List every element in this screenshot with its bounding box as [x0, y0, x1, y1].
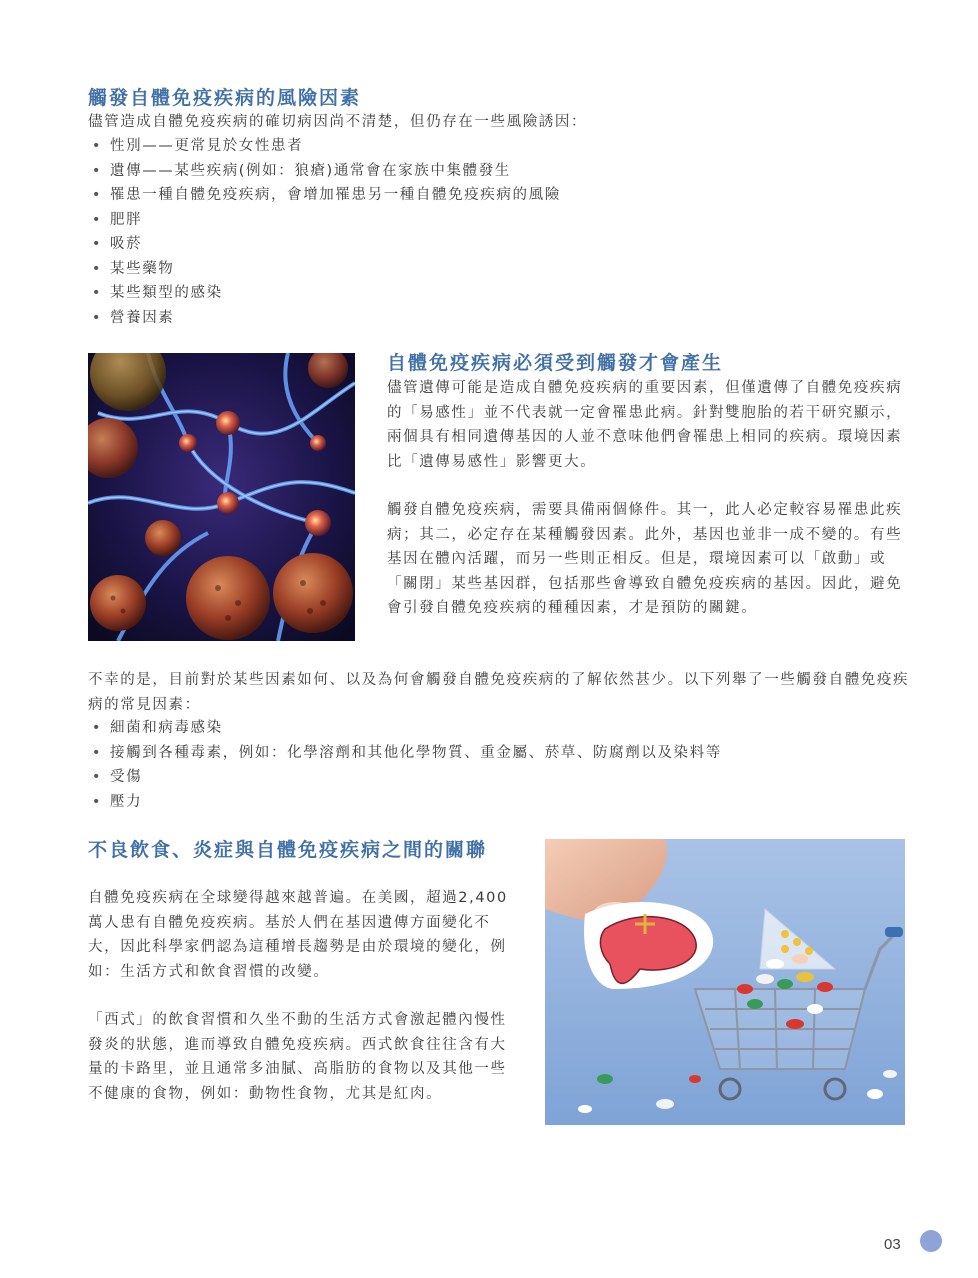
list-item-text: 壓力	[110, 793, 143, 810]
list-item: • 接觸到各種毒素，例如：化學溶劑和其他化學物質、重金屬、菸草、防腐劑以及染料等	[91, 744, 722, 761]
list-item-text: 細菌和病毒感染	[110, 720, 223, 736]
section1-intro: 儘管造成自體免疫疾病的確切病因尚不清楚，但仍存在一些風險誘因：	[88, 114, 588, 130]
section4-heading: 不良飲食、炎症與自體免疫疾病之間的關聯	[88, 839, 488, 861]
list-item: • 壓力	[91, 793, 143, 810]
section4-paragraph-2: 「西式」的飲食習慣和久坐不動的生活方式會激起體內慢性發炎的狀態，進而導致自體免疫疾病。西式飲食往往含有大量的卡路里，並且通常多油膩、高脂肪的食物以及其他一些不健康的食物，例如：動物性食物，尤其是紅肉。	[88, 1012, 507, 1102]
list-item-text: 接觸到各種毒素，例如：化學溶劑和其他化學物質、重金屬、菸草、防腐劑以及染料等	[110, 744, 722, 761]
section1-heading: 觸發自體免疫疾病的風險因素	[88, 87, 362, 109]
list-item-text: 受傷	[110, 769, 143, 785]
section3-intro: 不幸的是，目前對於某些因素如何、以及為何會觸發自體免疫疾病的了解依然甚少。以下列舉了一些觸發自體免疫疾病的常見因素：	[88, 672, 910, 713]
list-item: • 遺傳——某些疾病(例如：狼瘡)通常會在家族中集體發生	[91, 162, 511, 179]
list-item-text: 遺傳——某些疾病(例如：狼瘡)通常會在家族中集體發生	[110, 162, 511, 179]
list-item-text: 營養因素	[110, 309, 175, 326]
list-item: • 某些藥物	[91, 260, 175, 277]
list-item-text: 罹患一種自體免疫疾病，會增加罹患另一種自體免疫疾病的風險	[110, 187, 561, 203]
list-item: • 吸菸	[91, 236, 143, 252]
page-number-dot	[920, 1230, 942, 1252]
list-item-text: 吸菸	[110, 236, 143, 252]
list-item-text: 某些類型的感染	[110, 285, 223, 301]
section4-paragraph-1: 自體免疫疾病在全球變得越來越普遍。在美國，超過2,400萬人患有自體免疫疾病。基於人們在基因遺傳方面變化不大，因此科學家們認為這種增長趨勢是由於環境的變化，例如：生活方式和飲食習慣的改變。	[88, 890, 508, 980]
cart-pills-illustration	[545, 839, 905, 1125]
list-item: • 營養因素	[91, 309, 175, 326]
list-item: • 性別——更常見於女性患者	[91, 138, 304, 154]
risk-factor-list	[88, 134, 908, 330]
list-item-text: 肥胖	[110, 211, 143, 228]
list-item: • 受傷	[91, 769, 143, 785]
section2-heading: 自體免疫疾病必須受到觸發才會產生	[387, 352, 724, 374]
section2-paragraph-1: 儘管遺傳可能是造成自體免疫疾病的重要因素，但僅遺傳了自體免疫疾病的「易感性」並不代表就一定會罹患此病。針對雙胞胎的若干研究顯示，兩個具有相同遺傳基因的人並不意味他們會罹患上相同的疾病。環境因素比「遺傳易感性」影響更大。	[387, 380, 903, 470]
list-item: • 肥胖	[91, 211, 143, 228]
cart-pills-liver-image	[545, 839, 905, 1125]
trigger-factor-list	[88, 716, 908, 814]
neuron-virus-image	[88, 353, 355, 641]
list-item: • 細菌和病毒感染	[91, 720, 223, 736]
neuron-virus-illustration	[88, 353, 355, 641]
page-number: 03	[884, 1236, 901, 1253]
list-item: • 罹患一種自體免疫疾病，會增加罹患另一種自體免疫疾病的風險	[91, 187, 561, 203]
list-item-text: 某些藥物	[110, 260, 175, 277]
section2-paragraph-2: 觸發自體免疫疾病，需要具備兩個條件。其一，此人必定較容易罹患此疾病；其二，必定存在某種觸發因素。此外，基因也並非一成不變的。有些基因在體內活躍，而另一些則正相反。但是，環境因素可以「啟動」或「關閉」某些基因群，包括那些會導致自體免疫疾病的基因。因此，避免會引發自體免疫疾病的種種因素，才是預防的關鍵。	[387, 502, 903, 616]
list-item: • 某些類型的感染	[91, 285, 223, 301]
list-item-text: 性別——更常見於女性患者	[110, 138, 304, 154]
